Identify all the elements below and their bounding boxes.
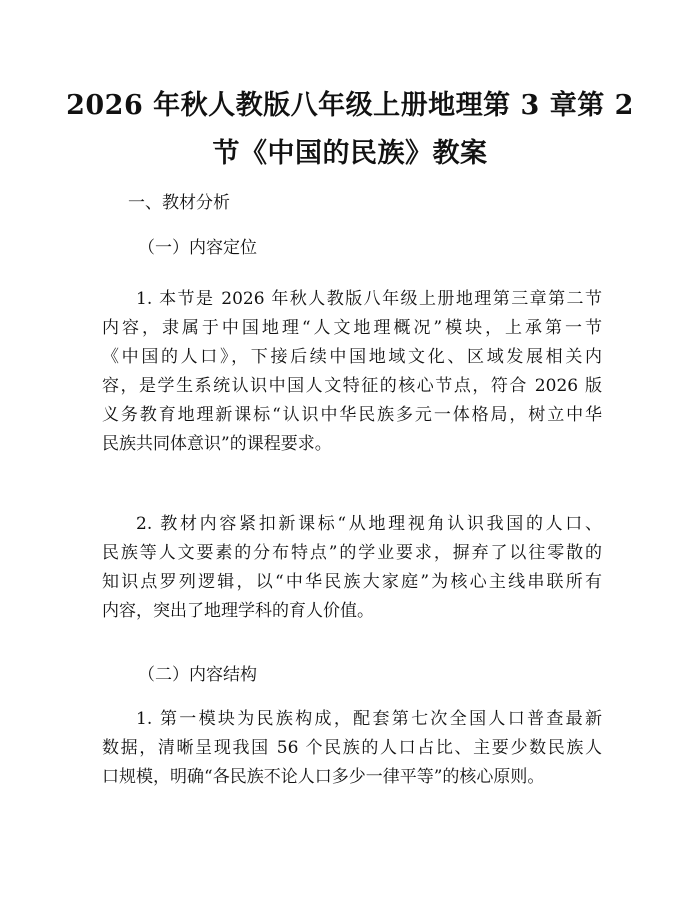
- subsection-heading-content-positioning: （一）内容定位: [138, 238, 257, 258]
- paragraph-line: 1. 本节是 2026 年秋人教版八年级上册地理第三章第二节: [136, 289, 602, 309]
- paragraph-content-structure-1: [102, 705, 602, 792]
- paragraph-line: 知识点罗列逻辑，以“中华民族大家庭”为核心主线串联所有: [102, 572, 602, 592]
- paragraph-line: 民族等人文要素的分布特点”的学业要求，摒弃了以往零散的: [102, 543, 602, 563]
- paragraph-line: 容，是学生系统认识中国人文特征的核心节点，符合 2026 版: [102, 376, 602, 396]
- paragraph-line: 1. 第一模块为民族构成，配套第七次全国人口普查最新: [136, 709, 602, 729]
- paragraph-line: 数据，清晰呈现我国 56 个民族的人口占比、主要少数民族人: [102, 738, 602, 758]
- document-title-line-2: 节《中国的民族》教案: [212, 138, 488, 169]
- document-title-line-1: 2026 年秋人教版八年级上册地理第 3 章第 2: [66, 90, 634, 121]
- paragraph-line: 内容，突出了地理学科的育人价值。: [102, 601, 374, 621]
- subsection-heading-content-structure: （二）内容结构: [138, 665, 257, 685]
- paragraph-line: 口规模，明确“各民族不论人口多少一律平等”的核心原则。: [102, 767, 545, 787]
- section-heading-textbook-analysis: 一、教材分析: [128, 193, 230, 213]
- paragraph-line: 民族共同体意识”的课程要求。: [102, 434, 332, 454]
- paragraph-content-positioning-2: [102, 510, 602, 626]
- paragraph-line: 内容，隶属于中国地理“人文地理概况”模块，上承第一节: [102, 318, 602, 338]
- paragraph-line: 2. 教材内容紧扣新课标“从地理视角认识我国的人口、: [136, 514, 602, 534]
- paragraph-line: 义务教育地理新课标“认识中华民族多元一体格局，树立中华: [102, 405, 602, 425]
- paragraph-content-positioning-1: [102, 285, 602, 459]
- paragraph-line: 《中国的人口》，下接后续中国地域文化、区域发展相关内: [102, 347, 602, 367]
